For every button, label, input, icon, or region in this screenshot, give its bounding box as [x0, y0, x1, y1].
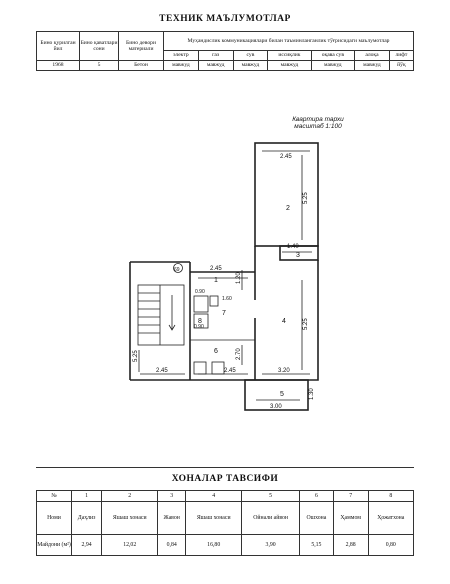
dim-label: 0.90	[194, 324, 204, 330]
stove-outline	[194, 362, 206, 374]
utility-header: сув	[233, 51, 268, 61]
dim-label: 3.20	[278, 368, 290, 374]
dim-label: 5.25	[303, 318, 309, 330]
room-number-3: 3	[296, 252, 300, 259]
room-area: 5,15	[300, 535, 334, 556]
room-number-1: 1	[214, 277, 218, 284]
section-divider	[36, 467, 414, 468]
utility-header: оқава сув	[311, 51, 355, 61]
name-header: Номи	[37, 502, 72, 535]
page-title: ТЕХНИК МАЪЛУМОТЛАР	[159, 14, 291, 24]
dim-label: 5.25	[303, 192, 309, 204]
room-area: 3,90	[242, 535, 300, 556]
dim-label: 1.60	[222, 296, 232, 302]
col-walls-header: Бино девори материали	[119, 32, 164, 61]
stair-number: 69	[174, 267, 180, 273]
room-area: 2,94	[72, 535, 102, 556]
dim-label: 2.70	[236, 348, 242, 360]
room-number-8: 8	[198, 318, 202, 325]
sink-kitchen-outline	[212, 362, 224, 374]
utility-value: мавжуд	[233, 61, 268, 71]
dim-label: 1.20	[236, 272, 242, 284]
room-name: Ҳожатхона	[368, 502, 413, 535]
room-no: 1	[72, 491, 102, 502]
sink-outline	[210, 296, 218, 306]
no-header: №	[37, 491, 72, 502]
utility-header: лифт	[389, 51, 413, 61]
room-number-5: 5	[280, 391, 284, 398]
dim-label: 1.30	[309, 388, 315, 400]
stairwell	[138, 285, 184, 345]
room-name: Ойнали айвон	[242, 502, 300, 535]
room-name: Яшаш хонаси	[186, 502, 242, 535]
room-area: 0,80	[368, 535, 413, 556]
walls-value: Бетон	[119, 61, 164, 71]
dim-label: 2.45	[224, 368, 236, 374]
room-name: Ҳаммом	[333, 502, 368, 535]
area-header: Майдони (м²)	[37, 535, 72, 556]
dim-label: 3.00	[270, 404, 282, 410]
plan-caption-title: Квартира тархи	[292, 116, 344, 123]
utility-value: мавжуд	[198, 61, 233, 71]
dim-label: 0.90	[195, 289, 205, 295]
utility-header: иссиқлик	[268, 51, 311, 61]
plan-caption-scale: масштаб 1:100	[294, 123, 342, 130]
utility-value: мавжуд	[355, 61, 390, 71]
year-value: 1968	[37, 61, 80, 71]
utility-header: алоқа	[355, 51, 390, 61]
room-area: 16,80	[186, 535, 242, 556]
utility-value: мавжуд	[268, 61, 311, 71]
room-number-7: 7	[222, 310, 226, 317]
room-number-6: 6	[214, 348, 218, 355]
rooms-table	[36, 490, 414, 556]
col-utilities-header: Муҳандислик коммуникациялари билан таъминланганлик тўғрисидаги маълумотлар	[164, 32, 414, 51]
dim-label: 1.40	[287, 244, 299, 250]
utility-header: газ	[198, 51, 233, 61]
rooms-section-title: ХОНАЛАР ТАВСИФИ	[171, 474, 279, 484]
room-name: Жавон	[158, 502, 186, 535]
room-number-2: 2	[286, 205, 290, 212]
utility-header: электр	[164, 51, 199, 61]
room-area: 2,88	[333, 535, 368, 556]
room-area: 0,84	[158, 535, 186, 556]
room-name: Даҳлиз	[72, 502, 102, 535]
col-floors-header: Бино қаватлари сони	[80, 32, 119, 61]
room-no: 7	[333, 491, 368, 502]
room-no: 8	[368, 491, 413, 502]
utility-value: мавжуд	[164, 61, 199, 71]
dim-label: 5.25	[133, 350, 139, 362]
room-number-4: 4	[282, 318, 286, 325]
room-name: Ошхона	[300, 502, 334, 535]
room-name: Яшаш хонаси	[102, 502, 158, 535]
dim-label: 2.45	[210, 266, 222, 272]
col-year-header: Бино қурилган йил	[37, 32, 80, 61]
utility-value: мавжуд	[311, 61, 355, 71]
utility-value: йўқ	[389, 61, 413, 71]
room-no: 4	[186, 491, 242, 502]
room-no: 5	[242, 491, 300, 502]
room-no: 2	[102, 491, 158, 502]
room-no: 3	[158, 491, 186, 502]
dim-label: 2.45	[156, 368, 168, 374]
floors-value: 5	[80, 61, 119, 71]
room-no: 6	[300, 491, 334, 502]
dim-label: 2.45	[280, 154, 292, 160]
room-area: 12,02	[102, 535, 158, 556]
bathroom-outline	[194, 296, 208, 312]
